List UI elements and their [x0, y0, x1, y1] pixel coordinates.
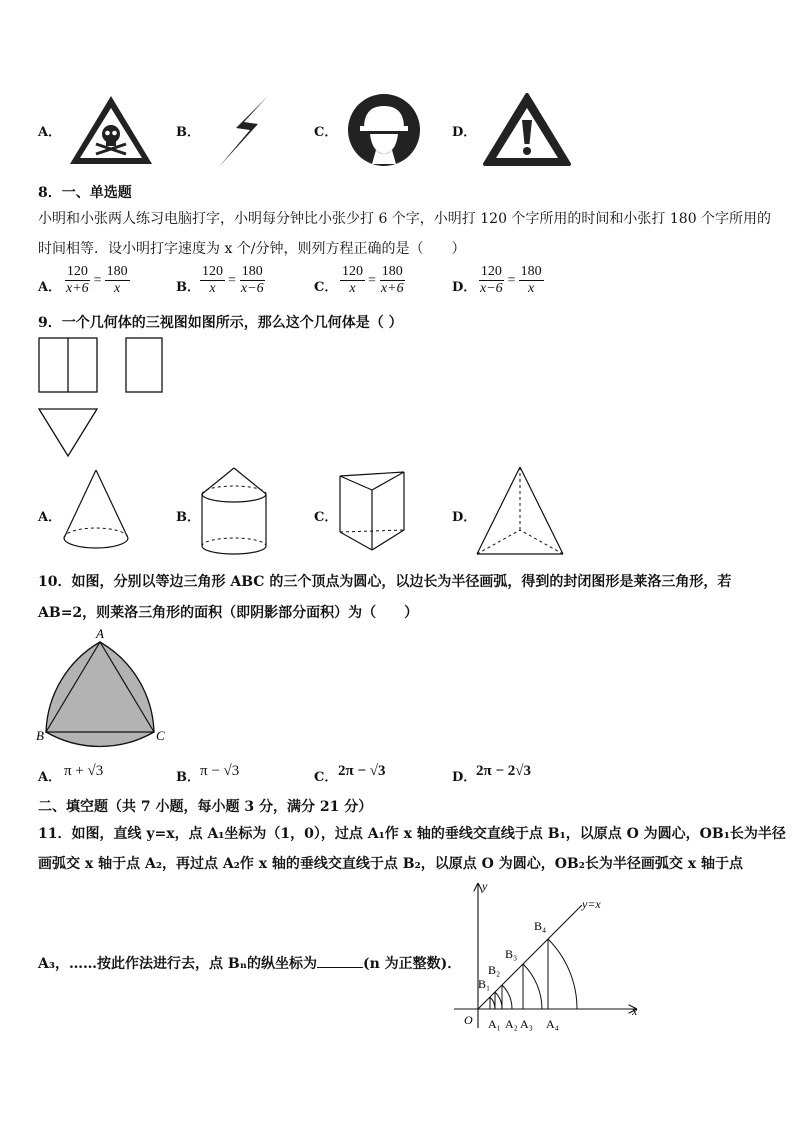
q8-option-d-equation: $\frac{120}{x-6}$ = $\frac{180}{x}$	[480, 264, 542, 296]
point-a1-label: A₁	[488, 1017, 501, 1031]
denominator: x+6	[66, 281, 89, 296]
numerator: 180	[106, 264, 128, 279]
numerator: 180	[520, 264, 542, 279]
line-y-equals-x	[478, 905, 582, 1009]
point-b2-label: B₂	[488, 963, 501, 977]
cone-solid	[60, 466, 132, 558]
q7-option-d-label[interactable]: D．	[452, 125, 477, 140]
q10-option-b-label: B．	[176, 770, 200, 785]
q10-text-line2: AB=2，则莱洛三角形的面积（即阴影部分面积）为（ ）	[38, 605, 419, 621]
q10-option-d-label: D．	[452, 770, 477, 785]
q8-option-d-label: D．	[452, 280, 477, 295]
q7-option-c-label[interactable]: C．	[314, 125, 338, 140]
exclamation-warning-sign-icon	[482, 92, 572, 168]
q9-text: 9．一个几何体的三视图如图所示，那么这个几何体是（ ）	[38, 315, 403, 331]
q8-option-b-label: B．	[176, 280, 200, 295]
q11-text-line1: 11．如图，直线 y=x，点 A₁坐标为（1，0），过点 A₁作 x 轴的垂线交直线于点 B₁，以原点 O 为圆心，OB₁长为半径	[38, 826, 786, 842]
q11-text-line3	[38, 953, 461, 973]
lightning-bolt-icon	[214, 94, 274, 170]
q8-option-a-label: A．	[38, 280, 62, 295]
q8-option-b-equation: $\frac{120}{x}$ = $\frac{180}{x-6}$	[202, 264, 264, 296]
numerator: 120	[66, 264, 88, 279]
q8-header: 8．一、单选题	[38, 185, 132, 201]
q10-text-line1: 10．如图，分别以等边三角形 ABC 的三个顶点为圆心，以边长为半径画弧，得到的封闭图形是莱洛三角形，若	[38, 574, 732, 590]
vertex-c-label: C	[156, 728, 165, 743]
q11-text-line2: 画弧交 x 轴于点 A₂，再过点 A₂作 x 轴的垂线交直线于点 B₂，以原点 O 为圆心，OB₂长为半径画弧交 x 轴于点	[38, 856, 743, 872]
q8-text-line2: 时间相等．设小明打字速度为 x 个/分钟，则列方程正确的是（ ）	[38, 241, 466, 257]
q10-option-c-label: C．	[314, 770, 338, 785]
answer-blank[interactable]	[317, 955, 363, 968]
side-view	[126, 338, 162, 392]
q11-text-line3-post: (n 为正整数)．	[362, 956, 462, 972]
q8-option-c-equation: $\frac{120}{x}$ = $\frac{180}{x+6}$	[342, 264, 404, 296]
denominator: x	[113, 281, 121, 296]
numerator: 180	[241, 264, 263, 279]
denominator: x+6	[380, 281, 404, 296]
point-a4-label: A₄	[546, 1017, 559, 1031]
numerator: 120	[480, 264, 502, 279]
skull-warning-sign-icon	[66, 92, 156, 168]
point-b1-label: B₁	[478, 977, 491, 991]
q9-option-d-label[interactable]: D．	[452, 510, 477, 525]
y-axis-label: y	[482, 879, 488, 893]
helmet-sign-icon	[346, 92, 422, 168]
top-view	[39, 409, 97, 456]
q9-option-b-label[interactable]: B．	[176, 510, 200, 525]
q10-option-c-expr: 2π − √3	[338, 763, 386, 779]
coordinate-figure	[448, 878, 648, 1038]
origin-label: O	[464, 1013, 473, 1027]
denominator: x−6	[480, 281, 503, 296]
section2-title: 二、填空题（共 7 小题，每小题 3 分，满分 21 分）	[38, 799, 373, 815]
point-a3-label: A₃	[520, 1017, 533, 1031]
q10-option-b-expr: π − √3	[200, 763, 240, 779]
q7-option-b-label[interactable]: B．	[176, 125, 200, 140]
point-b3-label: B₃	[505, 947, 518, 961]
q9-option-a-label[interactable]: A．	[38, 510, 62, 525]
denominator: x	[349, 281, 356, 296]
three-view-drawing	[36, 336, 166, 462]
vertex-a-label: A	[96, 626, 104, 641]
cylinder-with-cone-solid	[198, 466, 270, 558]
triangular-prism-solid	[336, 468, 408, 556]
denominator: x	[527, 281, 535, 296]
numerator: 120	[202, 264, 223, 279]
numerator: 180	[381, 264, 403, 279]
denominator: x−6	[240, 281, 264, 296]
q10-option-a-expr: π + √3	[64, 763, 104, 779]
q10-option-d-expr: 2π − 2√3	[476, 763, 531, 779]
denominator: x	[209, 281, 216, 296]
vertex-b-label: B	[36, 728, 44, 743]
numerator: 120	[342, 264, 363, 279]
point-b4-label: B₄	[534, 919, 547, 933]
pyramid-solid	[474, 464, 566, 558]
point-a2-label: A₂	[505, 1017, 518, 1031]
q9-option-c-label[interactable]: C．	[314, 510, 338, 525]
q8-option-c-label: C．	[314, 280, 338, 295]
q7-option-a-label[interactable]: A．	[38, 125, 62, 140]
q10-option-a-label: A．	[38, 770, 62, 785]
x-axis-label: x	[632, 1004, 638, 1018]
line-label: y=x	[582, 897, 601, 911]
q8-option-a-equation: $\frac{120}{x+6}$ = $\frac{180}{x}$	[66, 264, 128, 296]
reuleaux-triangle-figure	[30, 626, 180, 750]
q11-text-line3-pre: A₃，……按此作法进行去，点 Bₙ的纵坐标为	[38, 956, 317, 972]
q8-text-line1: 小明和小张两人练习电脑打字，小明每分钟比小张少打 6 个字，小明打 120 个字所用的时间和小张打 180 个字所用的	[38, 211, 772, 227]
